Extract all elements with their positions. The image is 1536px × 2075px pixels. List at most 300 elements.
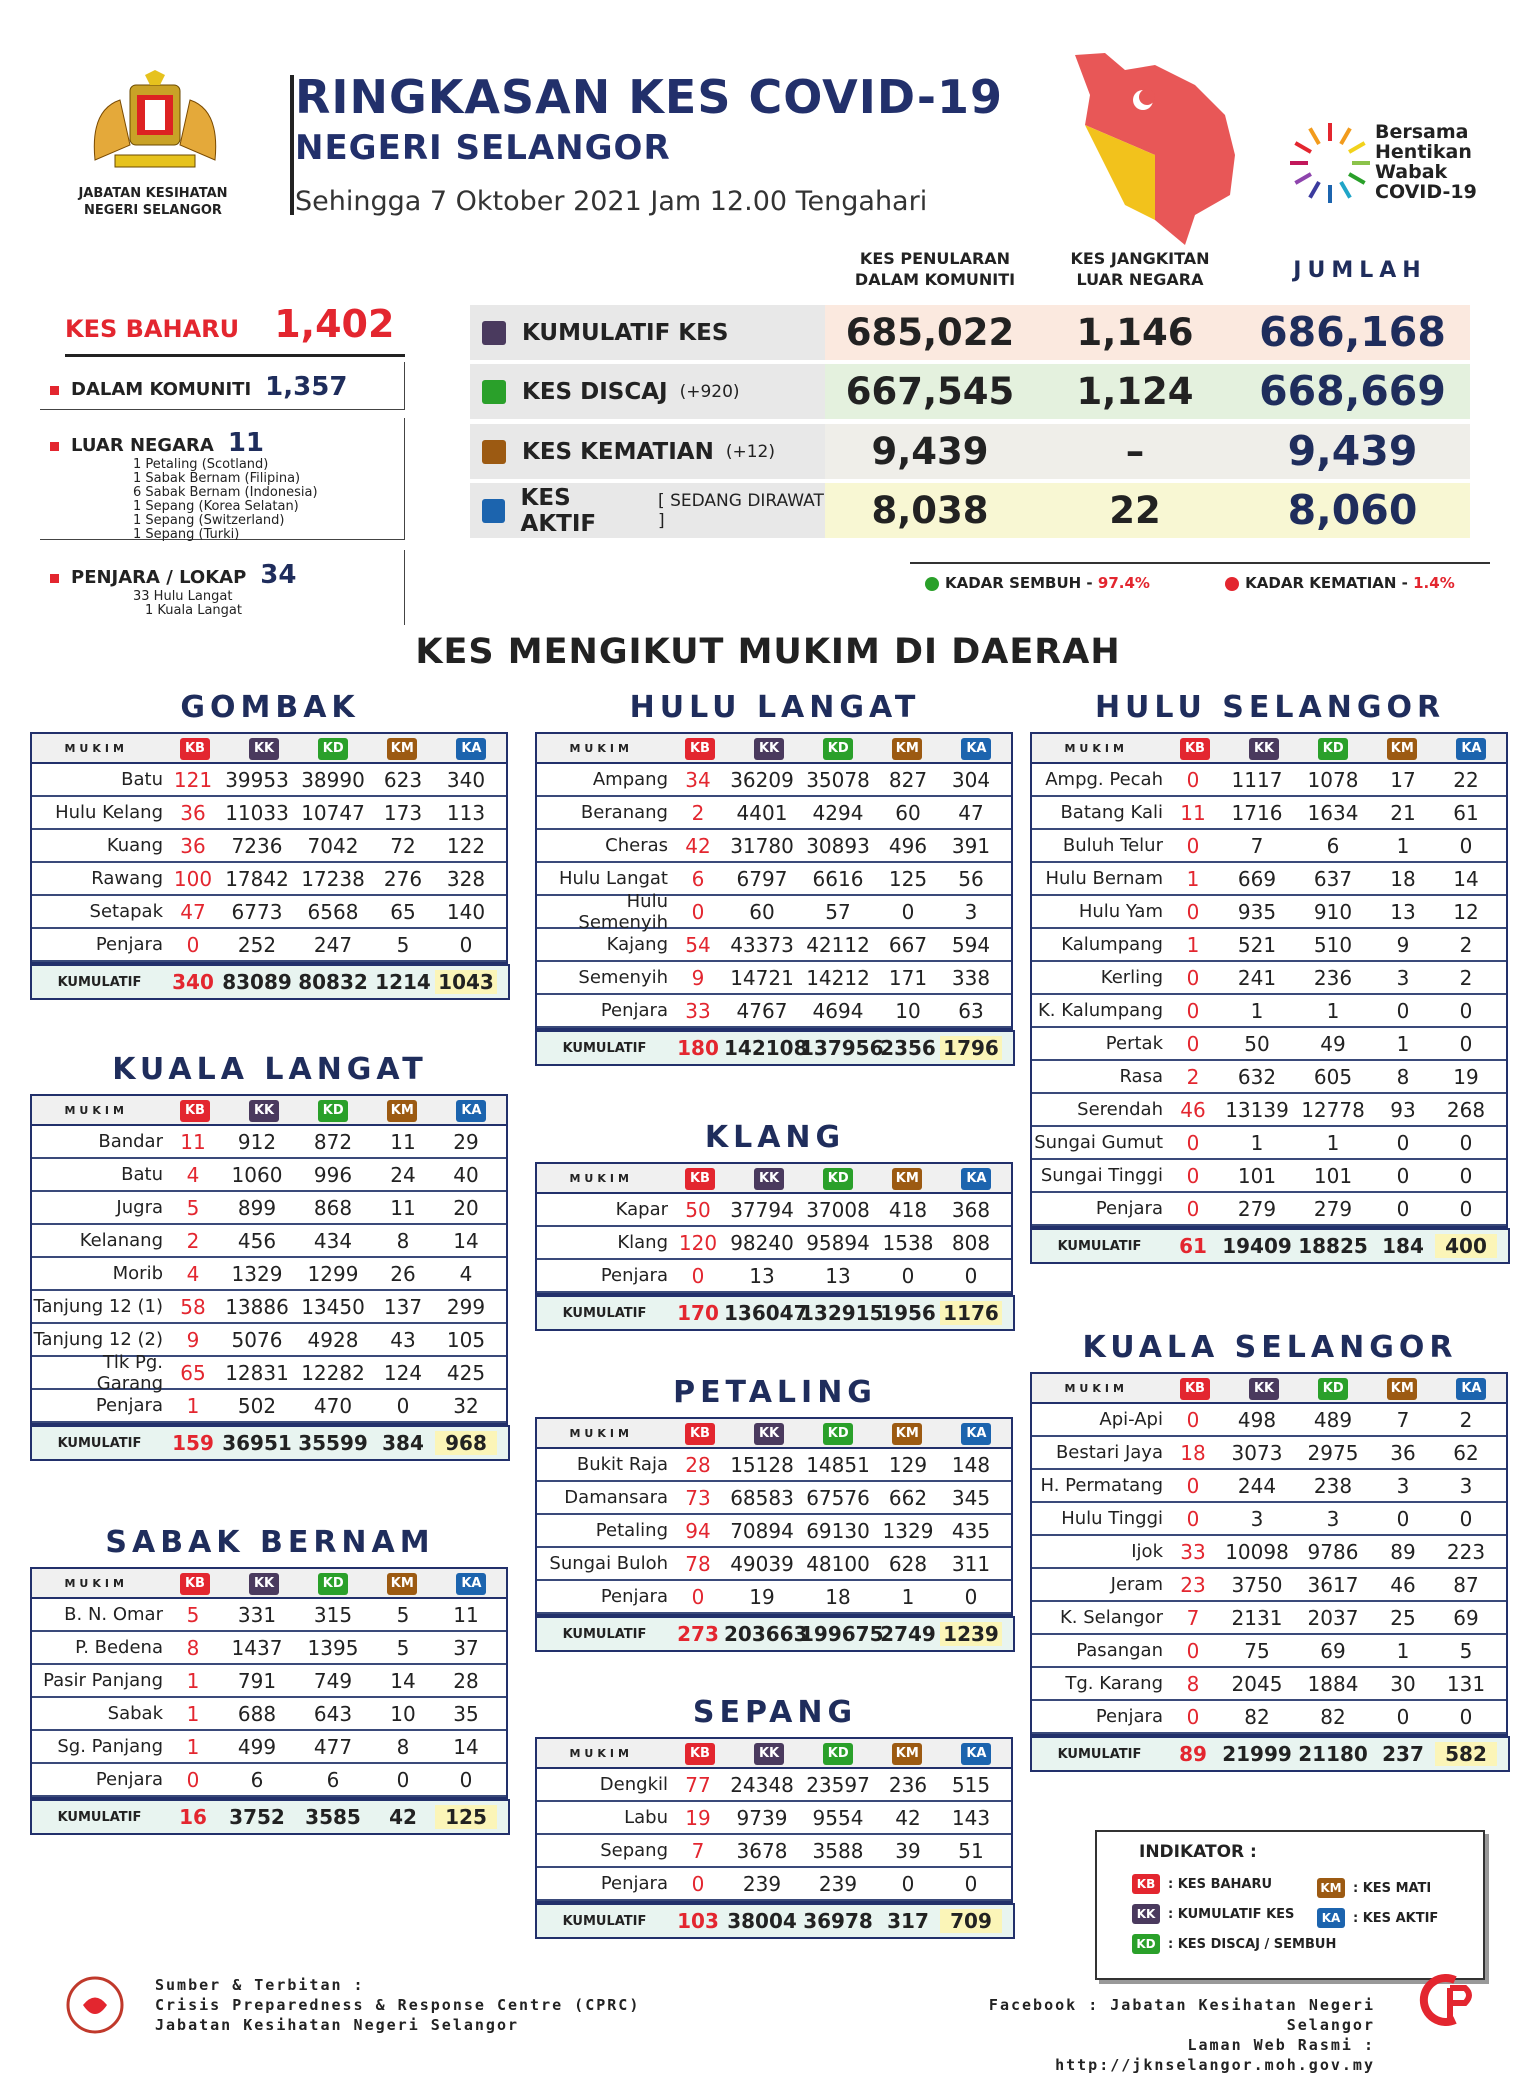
kd-value: 1 [1326, 1130, 1340, 1155]
kd-value: 82 [1320, 1704, 1346, 1729]
kk-value: 7 [1250, 833, 1264, 858]
mukim-name: Rawang [91, 868, 163, 889]
mukim-name: Hulu Kelang [55, 802, 163, 823]
luar-negara-box [40, 418, 405, 540]
cum-kd: 35599 [298, 1431, 368, 1455]
kd-value: 996 [313, 1162, 353, 1187]
summary-row [470, 424, 1470, 479]
website-link[interactable]: Laman Web Rasmi : http://jknselangor.moh.gov.my [1055, 2036, 1375, 2074]
kb-badge: KB [685, 1423, 715, 1445]
table-row [32, 1159, 506, 1192]
kd-value: 1884 [1307, 1671, 1359, 1696]
cum-ka: 1043 [435, 970, 497, 994]
kb-value: 78 [685, 1551, 711, 1576]
km-value: 173 [383, 800, 423, 825]
kb-value: 8 [1186, 1671, 1200, 1696]
kk-value: 912 [237, 1129, 277, 1154]
kb-value: 0 [1186, 965, 1200, 990]
mukim-name: Penjara [1095, 1198, 1163, 1219]
km-value: 418 [888, 1197, 928, 1222]
km-value: 1329 [882, 1518, 934, 1543]
rate-sembuh-value: 97.4% [1097, 574, 1150, 592]
table-row [537, 764, 1011, 797]
legend-ka [1317, 1908, 1438, 1928]
ka-col-header [437, 1572, 506, 1595]
kb-value: 1 [1186, 866, 1200, 891]
kk-value: 6797 [736, 866, 788, 891]
km-value: 60 [895, 800, 921, 825]
kd-value: 35078 [806, 767, 870, 792]
ka-value: 0 [1459, 1196, 1473, 1221]
km-value: 42 [895, 1805, 921, 1830]
km-value: 93 [1390, 1097, 1416, 1122]
table-row [537, 962, 1011, 995]
table-row [32, 830, 506, 863]
kd-value: 3588 [812, 1838, 864, 1863]
header-divider [290, 75, 294, 215]
summary-sub: [ SEDANG DIRAWAT ] [658, 490, 824, 531]
cum-km: 1956 [880, 1301, 936, 1325]
km-value: 623 [383, 767, 423, 792]
ka-value: 148 [951, 1452, 991, 1477]
kk-value: 279 [1237, 1196, 1277, 1221]
cum-ka: 400 [1435, 1234, 1497, 1258]
km-value: 124 [383, 1360, 423, 1385]
kb-value: 77 [685, 1772, 711, 1797]
km-value: 13 [1390, 899, 1416, 924]
ka-value: 0 [1459, 1031, 1473, 1056]
luar-negara-line: 1 Petaling (Scotland) [133, 457, 269, 472]
kk-value: 37794 [730, 1197, 794, 1222]
kk-value: 10098 [1225, 1539, 1289, 1564]
cum-kd: 80832 [298, 970, 368, 994]
kb-col-header [1160, 1377, 1229, 1400]
km-value: 11 [390, 1195, 416, 1220]
kk-badge: KK [1249, 738, 1279, 760]
cum-kk: 36951 [222, 1431, 292, 1455]
km-badge: KM [387, 1100, 417, 1122]
km-value: 0 [1396, 1506, 1410, 1531]
value-komuniti: 685,022 [845, 311, 1015, 354]
kk-value: 9739 [736, 1805, 788, 1830]
summary-row-label [470, 305, 825, 360]
kd-badge: KD [318, 738, 348, 760]
mukim-name: Batu [121, 1164, 163, 1185]
footer-source-label: Sumber & Terbitan : [155, 1976, 365, 1994]
table-row [32, 1291, 506, 1324]
district-petaling [535, 1375, 1015, 1652]
legend-kk [1132, 1904, 1294, 1924]
mukim-header: MUKIM [569, 1426, 633, 1440]
mukim-name: Sg. Panjang [57, 1736, 163, 1757]
ka-col-header [1437, 737, 1506, 760]
ka-value: 0 [1459, 1506, 1473, 1531]
kk-value: 499 [237, 1734, 277, 1759]
kd-value: 1299 [307, 1261, 359, 1286]
mukim-name: Hulu Bernam [1045, 868, 1163, 889]
table-row [537, 890, 1011, 933]
ka-value: 5 [1459, 1638, 1473, 1663]
kk-col-header [230, 1099, 299, 1122]
km-badge: KM [892, 1743, 922, 1765]
table-row [1032, 1127, 1506, 1160]
kk-value: 36209 [730, 767, 794, 792]
table-row [537, 1548, 1011, 1581]
kd-value: 17238 [301, 866, 365, 891]
campaign-line-2: Hentikan [1375, 141, 1472, 163]
kd-value: 10747 [301, 800, 365, 825]
kk-value: 24348 [730, 1772, 794, 1797]
kd-value: 23597 [806, 1772, 870, 1797]
page-subtitle: NEGERI SELANGOR [295, 128, 671, 168]
kd-value: 470 [313, 1393, 353, 1418]
kd-badge: KD [318, 1100, 348, 1122]
kk-value: 101 [1237, 1163, 1277, 1188]
kd-value: 12778 [1301, 1097, 1365, 1122]
kd-value: 605 [1313, 1064, 1353, 1089]
kd-value: 3 [1326, 1506, 1340, 1531]
kumulatif-label: KUMULATIF [57, 1435, 142, 1451]
ka-value: 2 [1459, 1407, 1473, 1432]
ka-value: 391 [951, 833, 991, 858]
table-row [32, 1390, 506, 1423]
kumulatif-row [1030, 1736, 1510, 1772]
district-table [1030, 732, 1508, 1228]
district-table [535, 1737, 1013, 1903]
mukim-name: Penjara [600, 1873, 668, 1894]
ka-value: 56 [958, 866, 984, 891]
cum-kk: 142108 [724, 1036, 808, 1060]
kd-value: 1 [1326, 998, 1340, 1023]
summary-cells [825, 424, 1470, 479]
kk-badge: KK [1132, 1904, 1160, 1924]
mukim-name: Sungai Gumut [1034, 1132, 1163, 1153]
mukim-name: Bukit Raja [576, 1454, 668, 1475]
header-luar-line1: KES JANGKITAN [1070, 249, 1210, 268]
kd-col-header [804, 1422, 873, 1445]
kk-value: 17842 [225, 866, 289, 891]
kd-value: 1634 [1307, 800, 1359, 825]
legend-kb [1132, 1874, 1272, 1894]
kd-badge: KD [823, 1423, 853, 1445]
kd-value: 9786 [1307, 1539, 1359, 1564]
kb-value: 50 [685, 1197, 711, 1222]
kd-value: 643 [313, 1701, 353, 1726]
ka-badge: KA [961, 1423, 991, 1445]
kd-value: 238 [1313, 1473, 1353, 1498]
kk-value: 82 [1244, 1704, 1270, 1729]
kk-value: 7236 [231, 833, 283, 858]
table-row [32, 929, 506, 962]
kd-value: 30893 [806, 833, 870, 858]
rate-sembuh-label: KADAR SEMBUH - [945, 574, 1098, 592]
kd-value: 315 [313, 1602, 353, 1627]
kk-value: 11033 [225, 800, 289, 825]
mukim-name: Pertak [1105, 1033, 1163, 1054]
kd-value: 42112 [806, 932, 870, 957]
table-row [537, 1260, 1011, 1293]
kk-value: 3073 [1231, 1440, 1283, 1465]
kb-value: 120 [678, 1230, 718, 1255]
summary-row-label [470, 364, 825, 419]
cum-km: 184 [1382, 1234, 1424, 1258]
km-value: 10 [390, 1701, 416, 1726]
km-value: 8 [396, 1228, 410, 1253]
mukim-name: Tg. Karang [1065, 1673, 1163, 1694]
kd-value: 18 [825, 1584, 851, 1609]
district-table [535, 1162, 1013, 1295]
kk-value: 6773 [231, 899, 283, 924]
cum-km: 42 [389, 1805, 417, 1829]
km-value: 171 [888, 965, 928, 990]
ka-value: 14 [453, 1228, 479, 1253]
cum-kb: 180 [677, 1036, 719, 1060]
summary-row [470, 483, 1470, 538]
ka-col-header [942, 1167, 1011, 1190]
kb-col-header [160, 1572, 229, 1595]
table-row [32, 1665, 506, 1698]
kb-value: 9 [186, 1327, 200, 1352]
kk-value: 3750 [1231, 1572, 1283, 1597]
table-row [1032, 1503, 1506, 1536]
kk-value: 13886 [225, 1294, 289, 1319]
ka-value: 0 [964, 1263, 978, 1288]
km-value: 0 [396, 1393, 410, 1418]
kk-value: 899 [237, 1195, 277, 1220]
mukim-name: Sabak [107, 1703, 163, 1724]
kb-value: 28 [685, 1452, 711, 1477]
ka-value: 140 [446, 899, 486, 924]
km-value: 65 [390, 899, 416, 924]
kd-value: 6616 [812, 866, 864, 891]
ka-col-header [1437, 1377, 1506, 1400]
ka-value: 299 [446, 1294, 486, 1319]
table-row [537, 1769, 1011, 1802]
kk-value: 13 [749, 1263, 775, 1288]
kd-badge: KD [318, 1573, 348, 1595]
kd-badge: KD [823, 1168, 853, 1190]
mukim-header: MUKIM [1064, 741, 1128, 755]
km-col-header [873, 1167, 942, 1190]
state-crest-logo [75, 70, 235, 180]
cum-kb: 159 [172, 1431, 214, 1455]
kb-value: 7 [691, 1838, 705, 1863]
district-kuala-langat [30, 1052, 510, 1461]
table-row [537, 929, 1011, 962]
color-square-icon [482, 499, 505, 523]
ka-col-header [437, 1099, 506, 1122]
km-value: 10 [895, 998, 921, 1023]
kk-value: 521 [1237, 932, 1277, 957]
campaign-line-1: Bersama [1375, 121, 1469, 143]
ka-value: 122 [446, 833, 486, 858]
kd-value: 510 [1313, 932, 1353, 957]
km-value: 1 [1396, 1638, 1410, 1663]
ka-value: 0 [1459, 1130, 1473, 1155]
kb-value: 1 [186, 1668, 200, 1693]
kk-value: 688 [237, 1701, 277, 1726]
district-name: SABAK BERNAM [105, 1525, 435, 1560]
table-row [1032, 995, 1506, 1028]
kb-value: 8 [186, 1635, 200, 1660]
kb-col-header [160, 737, 229, 760]
ka-value: 47 [958, 800, 984, 825]
dalam-komuniti [72, 372, 404, 402]
kb-value: 47 [180, 899, 206, 924]
district-kuala-selangor [1030, 1330, 1510, 1772]
mukim-name: P. Bedena [75, 1637, 163, 1658]
summary-row-label [470, 424, 825, 479]
kb-value: 1 [186, 1701, 200, 1726]
km-value: 39 [895, 1838, 921, 1863]
table-row [32, 1351, 506, 1394]
table-row [1032, 896, 1506, 929]
kb-col-header [665, 1167, 734, 1190]
kd-col-header [804, 1167, 873, 1190]
kd-value: 67576 [806, 1485, 870, 1510]
kd-value: 6 [326, 1767, 340, 1792]
kumulatif-row [535, 1295, 1015, 1331]
mukim-header: MUKIM [64, 1576, 128, 1590]
legend-km [1317, 1878, 1431, 1898]
kk-value: 239 [742, 1871, 782, 1896]
header-jumlah: JUMLAH [1293, 258, 1427, 283]
kb-value: 19 [685, 1805, 711, 1830]
table-row [1032, 1569, 1506, 1602]
table-row [537, 1835, 1011, 1868]
kb-value: 11 [1180, 800, 1206, 825]
km-value: 30 [1390, 1671, 1416, 1696]
kk-value: 6 [250, 1767, 264, 1792]
mukim-name: Penjara [1095, 1706, 1163, 1727]
km-value: 21 [1390, 800, 1416, 825]
cum-kb: 340 [172, 970, 214, 994]
table-row [537, 1449, 1011, 1482]
ka-value: 2 [1459, 932, 1473, 957]
penjara-lokap [72, 560, 404, 590]
department-name: JABATAN KESIHATAN NEGERI SELANGOR [78, 186, 228, 218]
dalam-komuniti-value: 1,357 [265, 372, 348, 402]
kd-value: 434 [313, 1228, 353, 1253]
kk-value: 791 [237, 1668, 277, 1693]
mukim-name: Kelanang [79, 1230, 163, 1251]
kd-col-header [1299, 1377, 1368, 1400]
table-header [537, 1419, 1011, 1449]
summary-label: KES DISCAJ [522, 378, 668, 405]
kb-value: 42 [685, 833, 711, 858]
mukim-name: Penjara [600, 1265, 668, 1286]
kb-value: 0 [1186, 767, 1200, 792]
summary-row-label [470, 483, 825, 538]
kk-value: 68583 [730, 1485, 794, 1510]
cum-km: 237 [1382, 1742, 1424, 1766]
ka-value: 14 [453, 1734, 479, 1759]
table-header [32, 1569, 506, 1599]
table-row [537, 1194, 1011, 1227]
date-line: Sehingga 7 Oktober 2021 Jam 12.00 Tengahari [295, 186, 928, 217]
ka-value: 425 [446, 1360, 486, 1385]
kd-value: 4294 [812, 800, 864, 825]
kd-value: 12282 [301, 1360, 365, 1385]
mukim-name: Penjara [95, 1769, 163, 1790]
km-value: 7 [1396, 1407, 1410, 1432]
kumulatif-row [30, 1425, 510, 1461]
ka-value: 35 [453, 1701, 479, 1726]
table-row [537, 1515, 1011, 1548]
ka-value: 3 [1459, 1473, 1473, 1498]
ka-value: 0 [1459, 998, 1473, 1023]
legend-km-text: : KES MATI [1353, 1880, 1432, 1896]
luar-negara-line: 1 Sabak Bernam (Filipina) [133, 471, 301, 486]
selangor-map-icon [1065, 45, 1245, 265]
ka-value: 4 [459, 1261, 473, 1286]
ka-value: 61 [1453, 800, 1479, 825]
km-col-header [368, 1572, 437, 1595]
kk-value: 1 [1250, 998, 1264, 1023]
kk-value: 98240 [730, 1230, 794, 1255]
ka-badge: KA [961, 1743, 991, 1765]
mukim-name: Batang Kali [1060, 802, 1163, 823]
kb-value: 58 [180, 1294, 206, 1319]
km-value: 24 [390, 1162, 416, 1187]
mukim-name: Petaling [595, 1520, 668, 1541]
mukim-name: Ijok [1131, 1541, 1163, 1562]
km-value: 3 [1396, 965, 1410, 990]
green-dot-icon [925, 577, 939, 591]
facebook-link[interactable]: Facebook : Jabatan Kesihatan Negeri Selangor [988, 1996, 1375, 2034]
table-row [32, 1258, 506, 1291]
district-hulu-langat [535, 690, 1015, 1066]
footer-source-cprc: Crisis Preparedness & Response Centre (CPRC) [155, 1996, 641, 2014]
cum-ka: 1176 [940, 1301, 1002, 1325]
kk-col-header [735, 1742, 804, 1765]
ka-value: 0 [1459, 1704, 1473, 1729]
kd-value: 6 [1326, 833, 1340, 858]
color-square-icon [482, 440, 506, 464]
kk-badge: KK [249, 1100, 279, 1122]
kk-value: 15128 [730, 1452, 794, 1477]
table-header [537, 734, 1011, 764]
km-col-header [368, 1099, 437, 1122]
km-value: 18 [1390, 866, 1416, 891]
table-row [32, 1764, 506, 1797]
kes-baharu-value: 1,402 [274, 302, 395, 346]
page-title: RINGKASAN KES COVID-19 [295, 70, 1003, 124]
mukim-name: Bestari Jaya [1055, 1442, 1163, 1463]
table-header [32, 734, 506, 764]
kk-value: 1716 [1231, 800, 1283, 825]
district-name: HULU LANGAT [629, 690, 921, 725]
mukim-name: Hulu Tinggi [1061, 1508, 1163, 1529]
kk-value: 39953 [225, 767, 289, 792]
ka-col-header [942, 737, 1011, 760]
value-jumlah: 668,669 [1259, 367, 1446, 415]
kd-value: 3617 [1307, 1572, 1359, 1597]
kb-value: 0 [691, 1584, 705, 1609]
kumulatif-row [1030, 1228, 1510, 1264]
table-row [1032, 1536, 1506, 1569]
km-col-header [368, 737, 437, 760]
table-row [1032, 929, 1506, 962]
km-value: 276 [383, 866, 423, 891]
district-table [535, 1417, 1013, 1616]
km-col-header [1368, 737, 1437, 760]
ka-value: 105 [446, 1327, 486, 1352]
km-value: 0 [1396, 1163, 1410, 1188]
table-row [32, 1126, 506, 1159]
km-value: 1 [901, 1584, 915, 1609]
mukim-name: Kajang [606, 934, 668, 955]
